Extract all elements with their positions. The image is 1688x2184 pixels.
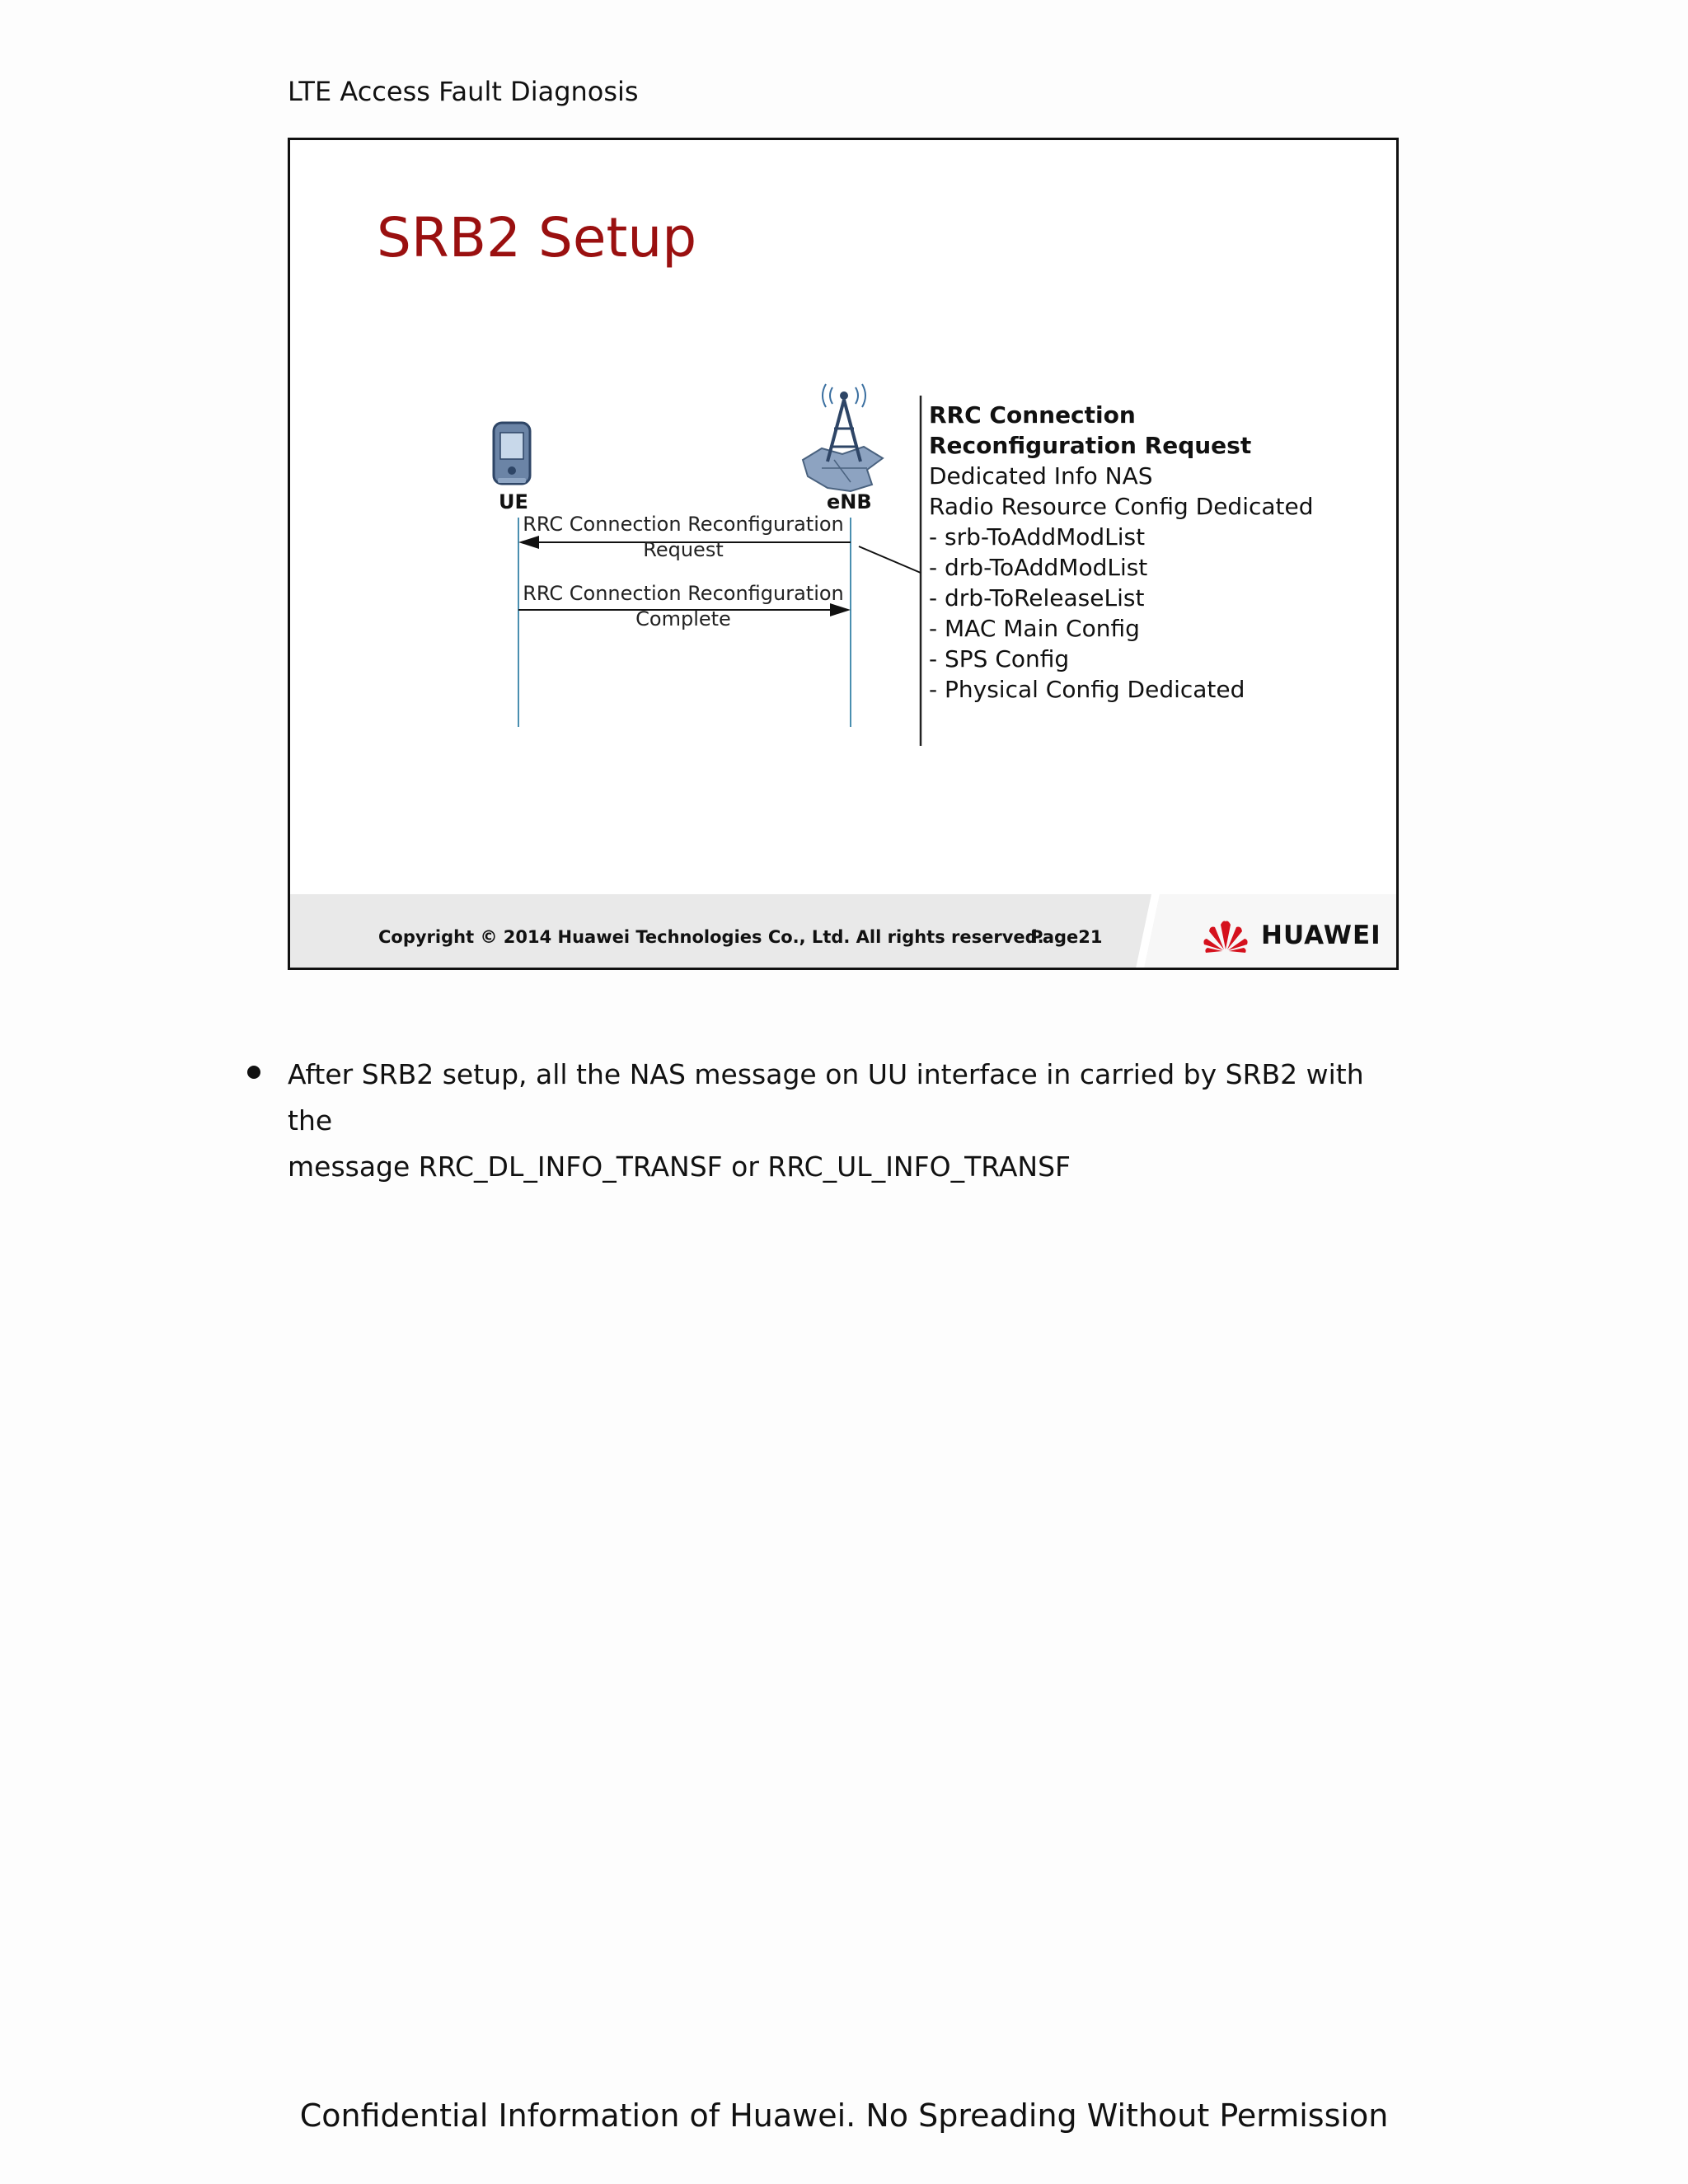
message2-label-line1: RRC Connection Reconfiguration (523, 582, 844, 605)
callout-connector (859, 546, 921, 573)
ue-label: UE (499, 490, 528, 513)
bullet-line: message RRC_DL_INFO_TRANSF or RRC_UL_INFO_TRANSF (288, 1151, 1071, 1183)
slide (288, 138, 1399, 970)
slide-copyright: Copyright © 2014 Huawei Technologies Co., Ltd. All rights reserved. (378, 927, 1044, 947)
huawei-brand-text: HUAWEI (1261, 921, 1381, 950)
message1-label-line1: RRC Connection Reconfiguration (523, 513, 844, 536)
message-box-item: Radio Resource Config Dedicated (929, 493, 1314, 520)
message-box (929, 400, 1314, 705)
message-box-item: - drb-ToAddModList (929, 554, 1148, 581)
message-box-title-line1: RRC Connection (929, 401, 1136, 429)
enb-label: eNB (827, 490, 872, 513)
slide-page-number: Page21 (1030, 927, 1103, 947)
message-box-item: Dedicated Info NAS (929, 462, 1153, 490)
document-header: LTE Access Fault Diagnosis (288, 76, 639, 107)
bullet-paragraph (288, 1052, 1400, 1190)
message1-label-line2: Request (643, 538, 724, 561)
message2-label-line2: Complete (635, 607, 731, 630)
slide-title: SRB2 Setup (377, 206, 697, 269)
message-box-item: - srb-ToAddModList (929, 523, 1146, 551)
message-box-title-line2: Reconfiguration Request (929, 432, 1252, 459)
bullet-icon (247, 1066, 260, 1079)
message-box-item: - SPS Config (929, 645, 1070, 673)
bullet-line: After SRB2 setup, all the NAS message on UU interface in carried by SRB2 with the (288, 1058, 1364, 1137)
confidential-footer: Confidential Information of Huawei. No Spreading Without Permission (299, 2097, 1389, 2134)
phone-icon (494, 423, 530, 484)
message-box-item: - Physical Config Dedicated (929, 676, 1245, 703)
base-station-icon (803, 384, 883, 491)
message-box-item: - MAC Main Config (929, 615, 1140, 642)
message-box-item: - drb-ToReleaseList (929, 584, 1145, 612)
